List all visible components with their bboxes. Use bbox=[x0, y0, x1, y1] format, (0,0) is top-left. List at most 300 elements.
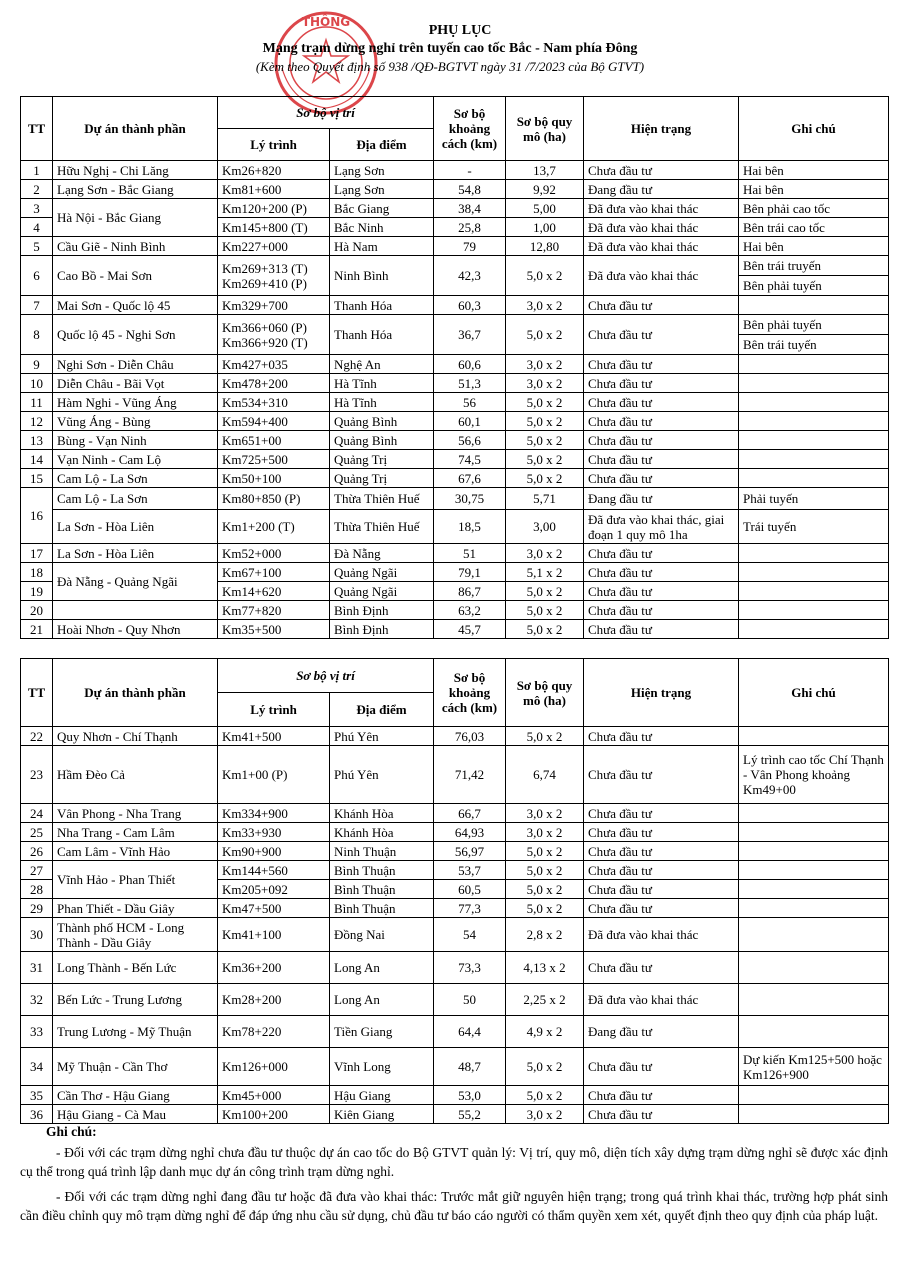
cell-distance: 63,2 bbox=[434, 601, 506, 620]
cell-project: Diễn Châu - Bãi Vọt bbox=[53, 374, 218, 393]
cell-distance: 60,5 bbox=[434, 880, 506, 899]
cell-chainage: Km36+200 bbox=[218, 952, 330, 984]
cell-tt: 1 bbox=[21, 161, 53, 180]
cell-scale: 2,8 x 2 bbox=[506, 918, 584, 952]
cell-chainage: Km334+900 bbox=[218, 804, 330, 823]
cell-distance: 53,7 bbox=[434, 861, 506, 880]
cell-chainage bbox=[218, 315, 330, 355]
cell-distance: 51,3 bbox=[434, 374, 506, 393]
table-row bbox=[21, 412, 889, 431]
cell-chainage: Km1+200 (T) bbox=[218, 510, 330, 544]
cell-place: Bình Định bbox=[330, 601, 434, 620]
cell-scale: 5,0 x 2 bbox=[506, 256, 584, 296]
cell-scale: 5,0 x 2 bbox=[506, 431, 584, 450]
cell-distance: 51 bbox=[434, 544, 506, 563]
cell-scale: 13,7 bbox=[506, 161, 584, 180]
cell-chainage: Km651+00 bbox=[218, 431, 330, 450]
cell-tt: 33 bbox=[21, 1016, 53, 1048]
cell-tt: 5 bbox=[21, 237, 53, 256]
cell-scale: 5,0 x 2 bbox=[506, 582, 584, 601]
cell-project: Quy Nhơn - Chí Thạnh bbox=[53, 727, 218, 746]
cell-status: Chưa đầu tư bbox=[584, 393, 739, 412]
table-row bbox=[21, 161, 889, 180]
cell-tt: 32 bbox=[21, 984, 53, 1016]
col-place: Địa điểm bbox=[330, 129, 434, 161]
cell-scale: 5,0 x 2 bbox=[506, 393, 584, 412]
cell-note bbox=[739, 861, 889, 880]
cell-note: Trái tuyến bbox=[739, 510, 889, 544]
col-distance: Sơ bộ khoảng cách (km) bbox=[434, 659, 506, 727]
cell-status: Đã đưa vào khai thác bbox=[584, 199, 739, 218]
cell-chainage: Km78+220 bbox=[218, 1016, 330, 1048]
cell-scale: 3,0 x 2 bbox=[506, 1105, 584, 1124]
cell-status: Chưa đầu tư bbox=[584, 1048, 739, 1086]
cell-tt: 18 bbox=[21, 563, 53, 582]
chainage-line: Km366+060 (P) bbox=[222, 319, 307, 335]
cell-place: Thanh Hóa bbox=[330, 315, 434, 355]
table-row bbox=[21, 861, 889, 880]
table-row bbox=[21, 1105, 889, 1124]
cell-tt: 6 bbox=[21, 256, 53, 296]
cell-chainage: Km41+100 bbox=[218, 918, 330, 952]
cell-status: Chưa đầu tư bbox=[584, 746, 739, 804]
cell-note bbox=[739, 952, 889, 984]
cell-scale: 5,0 x 2 bbox=[506, 469, 584, 488]
cell-status: Chưa đầu tư bbox=[584, 727, 739, 746]
cell-tt: 4 bbox=[21, 218, 53, 237]
cell-note bbox=[739, 315, 889, 355]
cell-place: Bình Thuận bbox=[330, 899, 434, 918]
cell-distance: 73,3 bbox=[434, 952, 506, 984]
cell-project: Bến Lức - Trung Lương bbox=[53, 984, 218, 1016]
cell-status: Chưa đầu tư bbox=[584, 582, 739, 601]
cell-place: Ninh Thuận bbox=[330, 842, 434, 861]
cell-chainage: Km594+400 bbox=[218, 412, 330, 431]
note-line: Bên phải tuyến bbox=[743, 278, 822, 293]
rest-stop-table-2 bbox=[20, 658, 889, 1124]
cell-tt: 23 bbox=[21, 746, 53, 804]
cell-note bbox=[739, 412, 889, 431]
cell-tt: 3 bbox=[21, 199, 53, 218]
cell-project: Cam Lộ - La Sơn bbox=[53, 488, 218, 510]
cell-note bbox=[739, 899, 889, 918]
note-item: - Đối với các trạm dừng nghỉ đang đầu tư hoặc đã đưa vào khai thác: Trước mắt giữ nguyên hiện trạng; trong quá trình khai thác, trường hợp phát sinh cần điều chỉnh quy mô trạm dừng nghỉ để đáp ứng nhu cầu sử dụng, chủ đầu tư báo cáo người có thẩm quyền xem xét, quyết định theo quy định của pháp luật. bbox=[20, 1189, 888, 1223]
cell-scale: 3,0 x 2 bbox=[506, 804, 584, 823]
cell-place: Đồng Nai bbox=[330, 918, 434, 952]
document-header bbox=[0, 22, 900, 76]
cell-place: Nghệ An bbox=[330, 355, 434, 374]
cell-project: Lạng Sơn - Bắc Giang bbox=[53, 180, 218, 199]
cell-note bbox=[739, 355, 889, 374]
cell-status: Chưa đầu tư bbox=[584, 563, 739, 582]
cell-chainage: Km28+200 bbox=[218, 984, 330, 1016]
cell-note: Lý trình cao tốc Chí Thạnh - Vân Phong khoảng Km49+00 bbox=[739, 746, 889, 804]
cell-chainage: Km33+930 bbox=[218, 823, 330, 842]
cell-chainage: Km478+200 bbox=[218, 374, 330, 393]
table-row bbox=[21, 355, 889, 374]
cell-scale: 3,0 x 2 bbox=[506, 296, 584, 315]
cell-distance: 55,2 bbox=[434, 1105, 506, 1124]
cell-project: Đà Nẵng - Quảng Ngãi bbox=[53, 563, 218, 601]
cell-project: Hoài Nhơn - Quy Nhơn bbox=[53, 620, 218, 639]
cell-distance: - bbox=[434, 161, 506, 180]
col-status: Hiện trạng bbox=[584, 659, 739, 727]
cell-status: Chưa đầu tư bbox=[584, 161, 739, 180]
cell-status: Đã đưa vào khai thác bbox=[584, 256, 739, 296]
cell-note bbox=[739, 450, 889, 469]
cell-chainage bbox=[218, 256, 330, 296]
cell-status: Chưa đầu tư bbox=[584, 374, 739, 393]
cell-distance: 60,3 bbox=[434, 296, 506, 315]
cell-distance: 79,1 bbox=[434, 563, 506, 582]
cell-chainage: Km120+200 (P) bbox=[218, 199, 330, 218]
cell-place: Quảng Trị bbox=[330, 469, 434, 488]
cell-distance: 74,5 bbox=[434, 450, 506, 469]
cell-chainage: Km14+620 bbox=[218, 582, 330, 601]
cell-scale: 1,00 bbox=[506, 218, 584, 237]
cell-project: Hà Nội - Bắc Giang bbox=[53, 199, 218, 237]
cell-place: Quảng Ngãi bbox=[330, 582, 434, 601]
cell-note bbox=[739, 469, 889, 488]
cell-note bbox=[739, 918, 889, 952]
cell-status: Chưa đầu tư bbox=[584, 469, 739, 488]
cell-project: La Sơn - Hòa Liên bbox=[53, 544, 218, 563]
cell-place: Bình Định bbox=[330, 620, 434, 639]
cell-project: La Sơn - Hòa Liên bbox=[53, 510, 218, 544]
cell-note bbox=[739, 842, 889, 861]
cell-tt: 34 bbox=[21, 1048, 53, 1086]
cell-tt: 31 bbox=[21, 952, 53, 984]
table-row bbox=[21, 510, 889, 544]
cell-scale: 12,80 bbox=[506, 237, 584, 256]
col-place: Địa điểm bbox=[330, 693, 434, 727]
cell-chainage: Km534+310 bbox=[218, 393, 330, 412]
cell-chainage: Km26+820 bbox=[218, 161, 330, 180]
cell-status: Đang đầu tư bbox=[584, 488, 739, 510]
table-row bbox=[21, 237, 889, 256]
cell-place: Tiền Giang bbox=[330, 1016, 434, 1048]
cell-note bbox=[739, 984, 889, 1016]
cell-scale: 5,0 x 2 bbox=[506, 1086, 584, 1105]
document-title: PHỤ LỤC bbox=[428, 23, 492, 38]
cell-distance: 66,7 bbox=[434, 804, 506, 823]
cell-tt: 11 bbox=[21, 393, 53, 412]
notes-title: Ghi chú: bbox=[46, 1124, 97, 1139]
cell-scale: 3,0 x 2 bbox=[506, 374, 584, 393]
cell-distance: 30,75 bbox=[434, 488, 506, 510]
table-row bbox=[21, 296, 889, 315]
cell-scale: 5,0 x 2 bbox=[506, 450, 584, 469]
cell-project: Nghi Sơn - Diễn Châu bbox=[53, 355, 218, 374]
note-line: Bên phải tuyến bbox=[739, 315, 888, 335]
cell-place: Long An bbox=[330, 984, 434, 1016]
cell-status: Đã đưa vào khai thác, giai đoạn 1 quy mô 1ha bbox=[584, 510, 739, 544]
cell-project: Hầm Đèo Cả bbox=[53, 746, 218, 804]
cell-project: Mai Sơn - Quốc lộ 45 bbox=[53, 296, 218, 315]
cell-chainage: Km47+500 bbox=[218, 899, 330, 918]
cell-chainage: Km52+000 bbox=[218, 544, 330, 563]
cell-project: Trung Lương - Mỹ Thuận bbox=[53, 1016, 218, 1048]
table-row bbox=[21, 256, 889, 296]
cell-status: Chưa đầu tư bbox=[584, 842, 739, 861]
cell-project: Bùng - Vạn Ninh bbox=[53, 431, 218, 450]
cell-note bbox=[739, 1105, 889, 1124]
cell-place: Đà Nẵng bbox=[330, 544, 434, 563]
cell-note bbox=[739, 880, 889, 899]
cell-scale: 5,0 x 2 bbox=[506, 842, 584, 861]
cell-note bbox=[739, 804, 889, 823]
cell-note bbox=[739, 601, 889, 620]
cell-project: Vĩnh Hảo - Phan Thiết bbox=[53, 861, 218, 899]
cell-status: Chưa đầu tư bbox=[584, 296, 739, 315]
cell-project: Nha Trang - Cam Lâm bbox=[53, 823, 218, 842]
cell-chainage: Km77+820 bbox=[218, 601, 330, 620]
cell-distance: 48,7 bbox=[434, 1048, 506, 1086]
table-row bbox=[21, 563, 889, 582]
cell-project: Long Thành - Bến Lức bbox=[53, 952, 218, 984]
cell-tt: 8 bbox=[21, 315, 53, 355]
table-row bbox=[21, 952, 889, 984]
cell-distance: 64,93 bbox=[434, 823, 506, 842]
cell-place: Long An bbox=[330, 952, 434, 984]
cell-place: Kiên Giang bbox=[330, 1105, 434, 1124]
table-row bbox=[21, 469, 889, 488]
col-tt: TT bbox=[21, 97, 53, 161]
cell-distance: 45,7 bbox=[434, 620, 506, 639]
cell-tt: 22 bbox=[21, 727, 53, 746]
cell-place: Quảng Bình bbox=[330, 431, 434, 450]
cell-status: Chưa đầu tư bbox=[584, 450, 739, 469]
cell-distance: 25,8 bbox=[434, 218, 506, 237]
cell-distance: 64,4 bbox=[434, 1016, 506, 1048]
cell-scale: 5,0 x 2 bbox=[506, 727, 584, 746]
cell-distance: 77,3 bbox=[434, 899, 506, 918]
table-row bbox=[21, 199, 889, 218]
cell-chainage: Km100+200 bbox=[218, 1105, 330, 1124]
cell-note bbox=[739, 431, 889, 450]
cell-status: Chưa đầu tư bbox=[584, 1086, 739, 1105]
cell-note bbox=[739, 296, 889, 315]
cell-status: Chưa đầu tư bbox=[584, 544, 739, 563]
table-row bbox=[21, 450, 889, 469]
cell-place: Vĩnh Long bbox=[330, 1048, 434, 1086]
cell-place: Bắc Ninh bbox=[330, 218, 434, 237]
cell-distance: 71,42 bbox=[434, 746, 506, 804]
cell-note bbox=[739, 1086, 889, 1105]
cell-note bbox=[739, 563, 889, 582]
cell-chainage: Km329+700 bbox=[218, 296, 330, 315]
cell-tt: 10 bbox=[21, 374, 53, 393]
cell-status: Chưa đầu tư bbox=[584, 804, 739, 823]
cell-scale: 9,92 bbox=[506, 180, 584, 199]
cell-status: Chưa đầu tư bbox=[584, 880, 739, 899]
table-row bbox=[21, 984, 889, 1016]
cell-project: Hậu Giang - Cà Mau bbox=[53, 1105, 218, 1124]
col-location-group: Sơ bộ vị trí bbox=[218, 97, 434, 129]
cell-note bbox=[739, 256, 889, 296]
cell-tt: 28 bbox=[21, 880, 53, 899]
cell-status: Đang đầu tư bbox=[584, 1016, 739, 1048]
cell-status: Chưa đầu tư bbox=[584, 952, 739, 984]
cell-tt: 27 bbox=[21, 861, 53, 880]
cell-distance: 79 bbox=[434, 237, 506, 256]
cell-status: Chưa đầu tư bbox=[584, 899, 739, 918]
cell-scale: 5,0 x 2 bbox=[506, 861, 584, 880]
cell-scale: 4,9 x 2 bbox=[506, 1016, 584, 1048]
cell-scale: 5,0 x 2 bbox=[506, 880, 584, 899]
cell-distance: 60,6 bbox=[434, 355, 506, 374]
table-row bbox=[21, 804, 889, 823]
cell-scale: 3,0 x 2 bbox=[506, 355, 584, 374]
cell-distance: 36,7 bbox=[434, 315, 506, 355]
cell-distance: 38,4 bbox=[434, 199, 506, 218]
cell-chainage: Km145+800 (T) bbox=[218, 218, 330, 237]
cell-scale: 5,0 x 2 bbox=[506, 315, 584, 355]
col-chainage: Lý trình bbox=[218, 693, 330, 727]
cell-note bbox=[739, 823, 889, 842]
cell-project bbox=[53, 601, 218, 620]
cell-distance: 18,5 bbox=[434, 510, 506, 544]
cell-project: Cam Lộ - La Sơn bbox=[53, 469, 218, 488]
cell-place: Hà Tĩnh bbox=[330, 374, 434, 393]
col-location-group: Sơ bộ vị trí bbox=[218, 659, 434, 693]
cell-place: Hà Tĩnh bbox=[330, 393, 434, 412]
cell-distance: 53,0 bbox=[434, 1086, 506, 1105]
cell-distance: 50 bbox=[434, 984, 506, 1016]
cell-note bbox=[739, 620, 889, 639]
table-row bbox=[21, 601, 889, 620]
cell-tt: 2 bbox=[21, 180, 53, 199]
col-chainage: Lý trình bbox=[218, 129, 330, 161]
cell-note bbox=[739, 393, 889, 412]
cell-scale: 3,00 bbox=[506, 510, 584, 544]
cell-place: Thanh Hóa bbox=[330, 296, 434, 315]
svg-text:THÔNG: THÔNG bbox=[301, 15, 351, 29]
cell-project: Mỹ Thuận - Cần Thơ bbox=[53, 1048, 218, 1086]
cell-place: Khánh Hòa bbox=[330, 823, 434, 842]
cell-status: Chưa đầu tư bbox=[584, 620, 739, 639]
cell-chainage: Km80+850 (P) bbox=[218, 488, 330, 510]
cell-tt: 26 bbox=[21, 842, 53, 861]
cell-note: Hai bên bbox=[739, 237, 889, 256]
note-item: - Đối với các trạm dừng nghỉ chưa đầu tư thuộc dự án cao tốc do Bộ GTVT quản lý: Vị trí, quy mô, diện tích xây dựng trạm dừng nghỉ sẽ được xác định cụ thể trong quá trình lập danh mục dự án công trình trạm dừng nghỉ. bbox=[20, 1145, 888, 1179]
cell-scale: 3,0 x 2 bbox=[506, 823, 584, 842]
cell-status: Chưa đầu tư bbox=[584, 431, 739, 450]
col-scale: Sơ bộ quy mô (ha) bbox=[506, 659, 584, 727]
col-scale: Sơ bộ quy mô (ha) bbox=[506, 97, 584, 161]
notes-section bbox=[20, 1122, 888, 1231]
table-row bbox=[21, 727, 889, 746]
cell-distance: 54 bbox=[434, 918, 506, 952]
chainage-line: Km366+920 (T) bbox=[222, 334, 308, 350]
cell-distance: 54,8 bbox=[434, 180, 506, 199]
cell-chainage: Km45+000 bbox=[218, 1086, 330, 1105]
cell-place: Quảng Trị bbox=[330, 450, 434, 469]
cell-place: Phú Yên bbox=[330, 746, 434, 804]
cell-scale: 6,74 bbox=[506, 746, 584, 804]
cell-tt: 20 bbox=[21, 601, 53, 620]
table-row bbox=[21, 315, 889, 355]
cell-tt: 24 bbox=[21, 804, 53, 823]
table-row bbox=[21, 842, 889, 861]
cell-status: Đang đầu tư bbox=[584, 180, 739, 199]
cell-place: Phú Yên bbox=[330, 727, 434, 746]
table-row bbox=[21, 431, 889, 450]
table-row bbox=[21, 393, 889, 412]
cell-place: Lạng Sơn bbox=[330, 161, 434, 180]
col-status: Hiện trạng bbox=[584, 97, 739, 161]
cell-note bbox=[739, 1016, 889, 1048]
cell-chainage: Km81+600 bbox=[218, 180, 330, 199]
cell-scale: 5,0 x 2 bbox=[506, 620, 584, 639]
cell-tt: 17 bbox=[21, 544, 53, 563]
cell-tt: 9 bbox=[21, 355, 53, 374]
cell-chainage: Km41+500 bbox=[218, 727, 330, 746]
cell-project: Cam Lâm - Vĩnh Hảo bbox=[53, 842, 218, 861]
cell-project: Thành phố HCM - Long Thành - Dầu Giây bbox=[53, 918, 218, 952]
table-row bbox=[21, 746, 889, 804]
cell-note bbox=[739, 374, 889, 393]
col-tt: TT bbox=[21, 659, 53, 727]
cell-status: Đã đưa vào khai thác bbox=[584, 918, 739, 952]
cell-project: Phan Thiết - Dầu Giây bbox=[53, 899, 218, 918]
chainage-line: Km269+313 (T) bbox=[222, 260, 308, 276]
cell-status: Chưa đầu tư bbox=[584, 823, 739, 842]
cell-tt: 30 bbox=[21, 918, 53, 952]
document-reference: (Kèm theo Quyết định số 938 /QĐ-BGTVT ngày 31 /7/2023 của Bộ GTVT) bbox=[255, 59, 645, 74]
cell-chainage: Km1+00 (P) bbox=[218, 746, 330, 804]
cell-note: Hai bên bbox=[739, 161, 889, 180]
cell-place: Khánh Hòa bbox=[330, 804, 434, 823]
cell-status: Đã đưa vào khai thác bbox=[584, 218, 739, 237]
cell-tt: 12 bbox=[21, 412, 53, 431]
cell-project: Cầu Giẽ - Ninh Bình bbox=[53, 237, 218, 256]
cell-place: Hà Nam bbox=[330, 237, 434, 256]
cell-note: Bên phải cao tốc bbox=[739, 199, 889, 218]
table-row bbox=[21, 1016, 889, 1048]
cell-status: Chưa đầu tư bbox=[584, 601, 739, 620]
cell-scale: 5,00 bbox=[506, 199, 584, 218]
cell-place: Thừa Thiên Huế bbox=[330, 488, 434, 510]
cell-tt: 19 bbox=[21, 582, 53, 601]
cell-status: Chưa đầu tư bbox=[584, 315, 739, 355]
cell-place: Quảng Bình bbox=[330, 412, 434, 431]
cell-tt: 7 bbox=[21, 296, 53, 315]
cell-status: Chưa đầu tư bbox=[584, 861, 739, 880]
col-note: Ghi chú bbox=[739, 659, 889, 727]
cell-note: Hai bên bbox=[739, 180, 889, 199]
cell-place: Thừa Thiên Huế bbox=[330, 510, 434, 544]
cell-status: Chưa đầu tư bbox=[584, 355, 739, 374]
cell-distance: 42,3 bbox=[434, 256, 506, 296]
cell-status: Chưa đầu tư bbox=[584, 412, 739, 431]
cell-note: Bên trái cao tốc bbox=[739, 218, 889, 237]
cell-chainage: Km35+500 bbox=[218, 620, 330, 639]
cell-chainage: Km144+560 bbox=[218, 861, 330, 880]
table-row bbox=[21, 1048, 889, 1086]
cell-scale: 5,0 x 2 bbox=[506, 899, 584, 918]
cell-tt: 21 bbox=[21, 620, 53, 639]
cell-tt: 35 bbox=[21, 1086, 53, 1105]
cell-place: Ninh Bình bbox=[330, 256, 434, 296]
cell-project: Quốc lộ 45 - Nghi Sơn bbox=[53, 315, 218, 355]
cell-chainage: Km725+500 bbox=[218, 450, 330, 469]
cell-note bbox=[739, 727, 889, 746]
cell-distance: 56,6 bbox=[434, 431, 506, 450]
table-row bbox=[21, 544, 889, 563]
table-row bbox=[21, 180, 889, 199]
cell-note bbox=[739, 582, 889, 601]
